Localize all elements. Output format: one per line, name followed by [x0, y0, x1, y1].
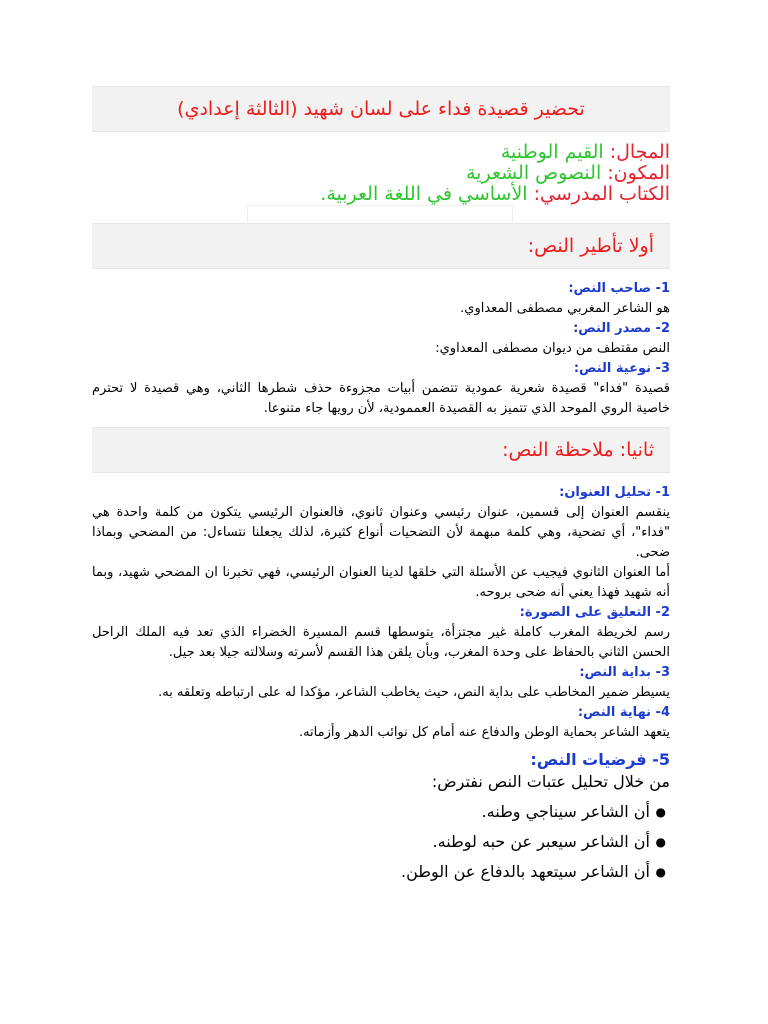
section2-item1-text2: أما العنوان الثانوي فيجيب عن الأسئلة التي خلقها لدينا العنوان الرئيسي، فهي تخبرنا ان المضحي شهيد، وبما أنه شهيد فهذا يعني أنه ضحى بروحه.	[92, 565, 670, 600]
meta-component-label: المكون:	[607, 162, 670, 184]
lesson-meta	[92, 142, 670, 205]
meta-component-row	[92, 163, 670, 184]
hypotheses-list	[92, 797, 670, 887]
meta-field-label: المجال:	[609, 141, 670, 163]
section2-item2-heading: 2- التعليق على الصورة:	[519, 605, 670, 620]
meta-field-row	[92, 142, 670, 163]
section2-item4-heading: 4- نهاية النص:	[577, 705, 670, 720]
meta-book-label: الكتاب المدرسي:	[533, 183, 670, 205]
document-title-banner	[92, 86, 670, 132]
section1-heading: أولا تأطير النص:	[527, 235, 654, 257]
section2-item1-text: ينقسم العنوان إلى قسمين، عنوان رئيسي وعنوان ثانوي، فالعنوان الرئيسي يتكون من كلمة واحدة هي "فداء"، أي تضحية، وهي كلمة مبهمة لأن التضحيات أنواع كثيرة، لذلك يجعلنا نتساءل: من المضحي وبماذا ضحى.	[92, 505, 670, 560]
section1-item2-heading: 2- مصدر النص:	[573, 321, 670, 336]
section2-body	[92, 483, 670, 743]
meta-component-value: النصوص الشعرية	[465, 162, 602, 184]
section1-body	[92, 279, 670, 419]
faint-frame-row	[92, 205, 670, 223]
meta-book-value: الأساسي في اللغة العربية.	[320, 183, 528, 205]
faint-frame	[247, 205, 513, 224]
meta-field-value: القيم الوطنية	[500, 141, 604, 163]
document-page	[92, 86, 670, 887]
section2-banner	[92, 427, 670, 473]
section1-item3-heading: 3- نوعية النص:	[573, 361, 670, 376]
section2-item1-heading: 1- تحليل العنوان:	[559, 485, 670, 500]
section2-heading: ثانيا: ملاحظة النص:	[502, 439, 654, 461]
list-item	[92, 827, 670, 857]
hypotheses-intro: من خلال تحليل عتبات النص نفترض:	[431, 772, 670, 791]
section2-item2-text: رسم لخريطة المغرب كاملة غير مجتزأة، يتوسطها قسم المسيرة الخضراء الذي تعد فيه الملك الراحل الحسن الثاني بالحفاظ على وحدة المغرب، وبأن يلقن هذا القسم لأسرته وسلالته جيلا بعد جيل.	[92, 625, 670, 660]
section1-item2-text: النص مقتطف من ديوان مصطفى المعداوي:	[435, 341, 670, 356]
section1-item1-text: هو الشاعر المغربي مصطفى المعداوي.	[460, 301, 670, 316]
hypothesis-text: أن الشاعر سيعبر عن حبه لوطنه.	[432, 832, 650, 851]
hypothesis-text: أن الشاعر سيناجي وطنه.	[481, 802, 650, 821]
bullet-icon: ●	[655, 835, 666, 849]
hypotheses-heading: 5- فرضيات النص:	[530, 750, 670, 769]
list-item	[92, 857, 670, 887]
section1-item1-heading: 1- صاحب النص:	[568, 281, 670, 296]
section1-item3-text: قصيدة "فداء" قصيدة شعرية عمودية تتضمن أبيات مجزوءة حذف شطرها الثاني، وهي قصيدة لا تحترم خاصية الروي الموحد الذي تتميز به القصيدة العممودية، لأن رويها جاء متنوعا.	[92, 381, 670, 416]
section2-item4-text: يتعهد الشاعر بحماية الوطن والدفاع عنه أمام كل نوائب الدهر وأزماته.	[298, 725, 670, 740]
document-title: تحضير قصيدة فداء على لسان شهيد (الثالثة إعدادي)	[177, 98, 585, 120]
bullet-icon: ●	[655, 865, 666, 879]
bullet-icon: ●	[655, 805, 666, 819]
section2-item3-text: يسيطر ضمير المخاطب على بداية النص، حيث يخاطب الشاعر، مؤكدا له على ارتباطه وتعلقه به.	[158, 685, 670, 700]
section1-banner	[92, 223, 670, 269]
hypothesis-text: أن الشاعر سيتعهد بالدفاع عن الوطن.	[400, 862, 650, 881]
list-item	[92, 797, 670, 827]
section2-item3-heading: 3- بداية النص:	[579, 665, 670, 680]
meta-book-row	[92, 184, 670, 205]
